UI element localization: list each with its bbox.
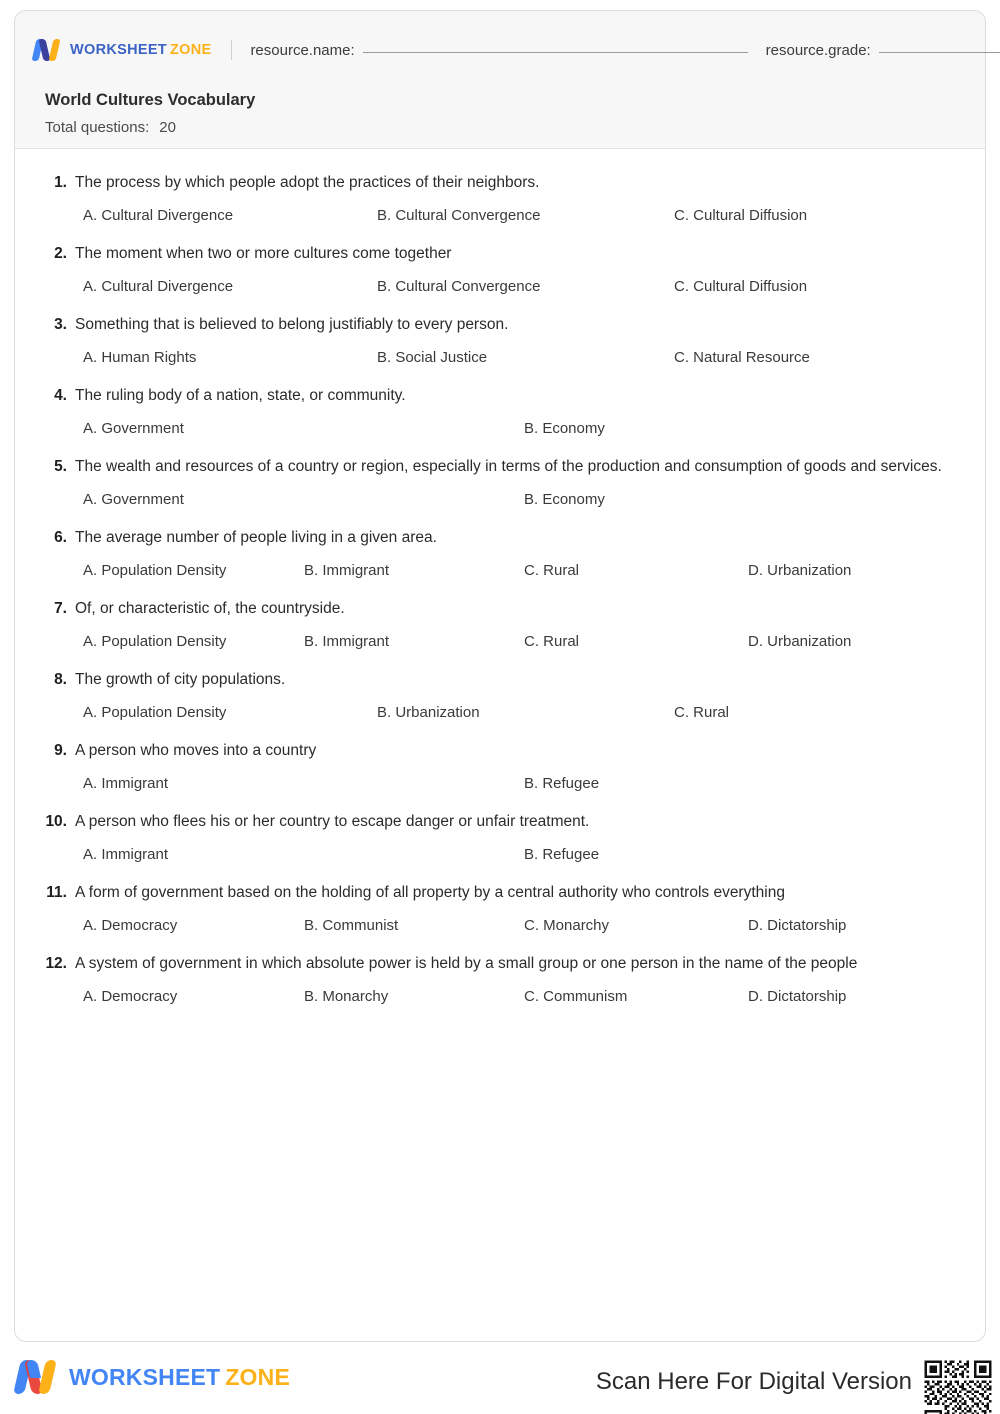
question-text: The ruling body of a nation, state, or community. — [75, 387, 406, 404]
question-options — [43, 562, 957, 579]
question-header — [43, 526, 957, 550]
question-text: The average number of people living in a given area. — [75, 529, 437, 546]
question-item — [43, 242, 957, 295]
answer-option[interactable]: B. Monarchy — [304, 988, 389, 1005]
question-options — [43, 420, 957, 437]
qr-code-svg — [922, 1358, 994, 1414]
answer-option[interactable]: A. Government — [83, 420, 184, 437]
student-name-label: resource.name: — [250, 41, 355, 59]
question-item — [43, 952, 957, 1005]
student-name-input-line[interactable] — [363, 52, 748, 53]
answer-option[interactable]: B. Refugee — [524, 775, 600, 792]
answer-option[interactable]: B. Immigrant — [304, 562, 390, 579]
student-grade-label: resource.grade: — [765, 41, 871, 59]
question-header — [43, 384, 957, 408]
question-header — [43, 668, 957, 692]
question-options — [43, 278, 957, 295]
question-options — [43, 207, 957, 224]
answer-option[interactable]: A. Government — [83, 491, 184, 508]
question-number: 4. — [54, 387, 67, 404]
answer-option[interactable]: B. Cultural Convergence — [377, 207, 541, 224]
question-number: 2. — [54, 245, 67, 262]
answer-option[interactable]: B. Economy — [524, 420, 605, 437]
question-header — [43, 313, 957, 337]
answer-option[interactable]: A. Democracy — [83, 988, 178, 1005]
question-options — [43, 917, 957, 934]
question-text: A system of government in which absolute power is held by a small group or one person in the name of the people — [75, 955, 858, 972]
question-header — [43, 881, 957, 905]
question-item — [43, 526, 957, 579]
brand-name-worksheet: WORKSHEET — [70, 42, 167, 58]
worksheet-header — [15, 11, 985, 149]
qr-code-icon[interactable] — [922, 1358, 994, 1414]
answer-option[interactable]: C. Cultural Diffusion — [674, 278, 808, 295]
question-item — [43, 313, 957, 366]
answer-option[interactable]: C. Natural Resource — [674, 349, 810, 366]
question-header — [43, 242, 957, 266]
total-questions — [45, 119, 176, 136]
answer-option[interactable]: B. Cultural Convergence — [377, 278, 541, 295]
answer-option[interactable]: B. Communist — [304, 917, 399, 934]
answer-option[interactable]: A. Population Density — [83, 704, 227, 721]
answer-option[interactable]: A. Cultural Divergence — [83, 207, 234, 224]
answer-option[interactable]: B. Social Justice — [377, 349, 488, 366]
total-questions-count: 20 — [159, 119, 176, 136]
question-options — [43, 775, 957, 792]
question-number: 5. — [54, 458, 67, 475]
question-item — [43, 384, 957, 437]
question-text: A person who flees his or her country to escape danger or unfair treatment. — [75, 813, 590, 830]
answer-option[interactable]: B. Economy — [524, 491, 605, 508]
question-number: 12. — [45, 955, 67, 972]
student-name-field[interactable] — [250, 42, 747, 59]
footer-brand-logo — [16, 1360, 290, 1394]
answer-option[interactable]: A. Population Density — [83, 562, 227, 579]
worksheet-card — [14, 10, 986, 1342]
answer-option[interactable]: B. Immigrant — [304, 633, 390, 650]
question-number: 6. — [54, 529, 67, 546]
brand-name-zone: ZONE — [169, 42, 212, 58]
answer-option[interactable]: A. Immigrant — [83, 846, 169, 863]
student-grade-field[interactable] — [766, 42, 1000, 59]
question-text: The moment when two or more cultures come together — [75, 245, 452, 262]
question-item — [43, 881, 957, 934]
answer-option[interactable]: B. Refugee — [524, 846, 600, 863]
question-header — [43, 810, 957, 834]
question-number: 3. — [54, 316, 67, 333]
question-options — [43, 633, 957, 650]
question-item — [43, 597, 957, 650]
answer-option[interactable]: A. Human Rights — [83, 349, 197, 366]
answer-option[interactable]: D. Urbanization — [748, 633, 852, 650]
answer-option[interactable]: C. Communism — [524, 988, 628, 1005]
answer-option[interactable]: C. Rural — [524, 562, 580, 579]
answer-option[interactable]: C. Rural — [674, 704, 730, 721]
question-item — [43, 668, 957, 721]
header-divider — [231, 40, 232, 60]
answer-option[interactable]: B. Urbanization — [377, 704, 480, 721]
worksheet-zone-logo-icon — [33, 39, 63, 61]
answer-option[interactable]: C. Monarchy — [524, 917, 610, 934]
question-options — [43, 491, 957, 508]
question-header — [43, 739, 957, 763]
question-text: The process by which people adopt the practices of their neighbors. — [75, 174, 540, 191]
question-options — [43, 704, 957, 721]
question-header — [43, 171, 957, 195]
question-header — [43, 597, 957, 621]
question-number: 8. — [54, 671, 67, 688]
page-title: World Cultures Vocabulary — [45, 91, 256, 109]
header-row — [33, 37, 985, 63]
question-item — [43, 810, 957, 863]
question-options — [43, 349, 957, 366]
question-number: 1. — [54, 174, 67, 191]
worksheet-footer — [0, 1352, 1000, 1414]
answer-option[interactable]: D. Dictatorship — [748, 917, 847, 934]
questions-list — [15, 149, 985, 1005]
question-number: 11. — [46, 884, 67, 901]
question-header — [43, 455, 957, 479]
footer-brand-worksheet: WORKSHEET — [69, 1363, 221, 1390]
question-options — [43, 988, 957, 1005]
question-text: Of, or characteristic of, the countryside. — [75, 600, 345, 617]
question-item — [43, 739, 957, 792]
scan-prompt-text: Scan Here For Digital Version — [595, 1368, 912, 1395]
question-options — [43, 846, 957, 863]
question-text: The wealth and resources of a country or region, especially in terms of the production and consumption of goods and services. — [75, 458, 942, 475]
question-number: 9. — [54, 742, 67, 759]
question-header — [43, 952, 957, 976]
answer-option[interactable]: A. Immigrant — [83, 775, 169, 792]
question-number: 10. — [45, 813, 67, 830]
answer-option[interactable]: A. Population Density — [83, 633, 227, 650]
footer-brand-zone: ZONE — [225, 1363, 291, 1390]
question-text: The growth of city populations. — [75, 671, 286, 688]
answer-option[interactable]: C. Rural — [524, 633, 580, 650]
answer-option[interactable]: A. Democracy — [83, 917, 178, 934]
answer-option[interactable]: C. Cultural Diffusion — [674, 207, 808, 224]
worksheet-zone-logo-icon-large — [16, 1360, 60, 1394]
brand-name — [70, 42, 211, 58]
student-grade-input-line[interactable] — [879, 52, 1000, 53]
total-questions-label: Total questions: — [45, 119, 150, 136]
answer-option[interactable]: D. Urbanization — [748, 562, 852, 579]
answer-option[interactable]: A. Cultural Divergence — [83, 278, 234, 295]
question-item — [43, 455, 957, 508]
question-item — [43, 171, 957, 224]
question-text: A form of government based on the holding of all property by a central authority who controls everything — [75, 884, 785, 901]
question-number: 7. — [54, 600, 67, 617]
footer-brand-name — [69, 1364, 290, 1391]
question-text: A person who moves into a country — [75, 742, 317, 759]
question-text: Something that is believed to belong justifiably to every person. — [75, 316, 509, 333]
answer-option[interactable]: D. Dictatorship — [748, 988, 847, 1005]
